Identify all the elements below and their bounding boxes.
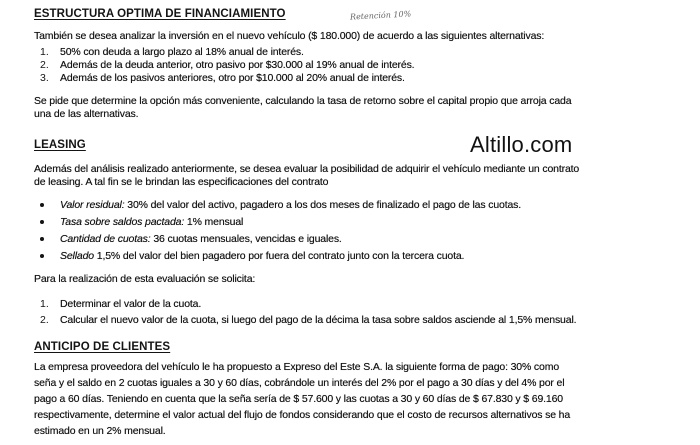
section-title-anticipo: ANTICIPO DE CLIENTES bbox=[34, 341, 171, 353]
section1-closing-line-2: una de las alternativas. bbox=[34, 108, 139, 120]
section3-line-2: seña y el saldo en 2 cuotas iguales a 30 y 60 días, cobrándole un interés del 2% por el pago a 30 días y del 4% por el bbox=[34, 377, 565, 389]
bullet-text: 1,5% del valor del bien pagadero por fuera del contrato junto con la tercera cuota. bbox=[93, 250, 465, 262]
leasing-bullet-3 bbox=[60, 233, 342, 245]
section2-item-2: Calcular el nuevo valor de la cuota, si luego del pago de la décima la tasa sobre saldos asciende al 1,5% mensual. bbox=[60, 314, 577, 326]
section3-line-3: pago a 60 días. Teniendo en cuenta que la seña sería de $ 57.600 y las cuotas a 30 y 60 días de $ 67.830 y $ 69.160 bbox=[34, 393, 563, 405]
bullet-text: 1% mensual bbox=[184, 216, 244, 228]
section3-line-1: La empresa proveedora del vehículo le ha propuesto a Expreso del Este S.A. la siguiente forma de pago: 30% como bbox=[34, 361, 560, 373]
bullet-marker bbox=[40, 203, 44, 207]
section2-ask: Para la realización de esta evaluación se solicita: bbox=[34, 273, 256, 285]
section3-line-5: estimado en un 2% mensual. bbox=[34, 425, 166, 437]
bullet-marker bbox=[40, 254, 44, 258]
bullet-label: Valor residual: bbox=[60, 199, 125, 211]
section2-item-1: Determinar el valor de la cuota. bbox=[60, 298, 202, 310]
section2-item-2-number: 2. bbox=[40, 314, 49, 326]
leasing-bullet-1 bbox=[60, 199, 521, 211]
section2-item-1-number: 1. bbox=[40, 298, 49, 310]
handwritten-note: Retención 10% bbox=[349, 9, 412, 22]
section3-line-4: respectivamente, determine el valor actual del flujo de fondos considerando que el costo de recursos alternativos se ha bbox=[34, 409, 571, 421]
section1-item-2: Además de la deuda anterior, otro pasivo por $30.000 al 19% anual de interés. bbox=[60, 59, 415, 71]
section1-item-1: 50% con deuda a largo plazo al 18% anual de interés. bbox=[60, 46, 304, 58]
bullet-marker bbox=[40, 220, 44, 224]
bullet-label: Sellado bbox=[60, 250, 94, 262]
section1-item-2-number: 2. bbox=[40, 59, 49, 71]
section1-item-3-number: 3. bbox=[40, 72, 49, 84]
section1-item-1-number: 1. bbox=[40, 46, 49, 58]
bullet-marker bbox=[40, 237, 44, 241]
section2-intro-line-2: de leasing. A tal fin se le brindan las especificaciones del contrato bbox=[34, 176, 329, 188]
section1-item-3: Además de los pasivos anteriores, otro por $10.000 al 20% anual de interés. bbox=[60, 72, 405, 84]
bullet-label: Tasa sobre saldos pactada: bbox=[60, 216, 185, 228]
section-title-leasing: LEASING bbox=[34, 139, 86, 151]
altillo-logo: Altillo.com bbox=[470, 132, 573, 157]
section1-closing-line-1: Se pide que determine la opción más conveniente, calculando la tasa de retorno sobre el capital propio que arroja cada bbox=[34, 95, 572, 107]
bullet-label: Cantidad de cuotas: bbox=[60, 233, 151, 245]
leasing-bullet-2 bbox=[60, 216, 243, 228]
leasing-bullet-4 bbox=[60, 250, 464, 262]
bullet-text: 36 cuotas mensuales, vencidas e iguales. bbox=[150, 233, 342, 245]
section2-intro-line-1: Además del análisis realizado anteriormente, se desea evaluar la posibilidad de adquirir el vehículo mediante un contrato bbox=[34, 163, 580, 175]
section1-intro: También se desea analizar la inversión en el nuevo vehículo ($ 180.000) de acuerdo a las siguientes alternativas: bbox=[34, 30, 545, 42]
bullet-text: 30% del valor del activo, pagadero a los dos meses de finalizado el pago de las cuotas. bbox=[124, 199, 522, 211]
section-title-estructura: ESTRUCTURA OPTIMA DE FINANCIAMIENTO bbox=[34, 8, 286, 20]
